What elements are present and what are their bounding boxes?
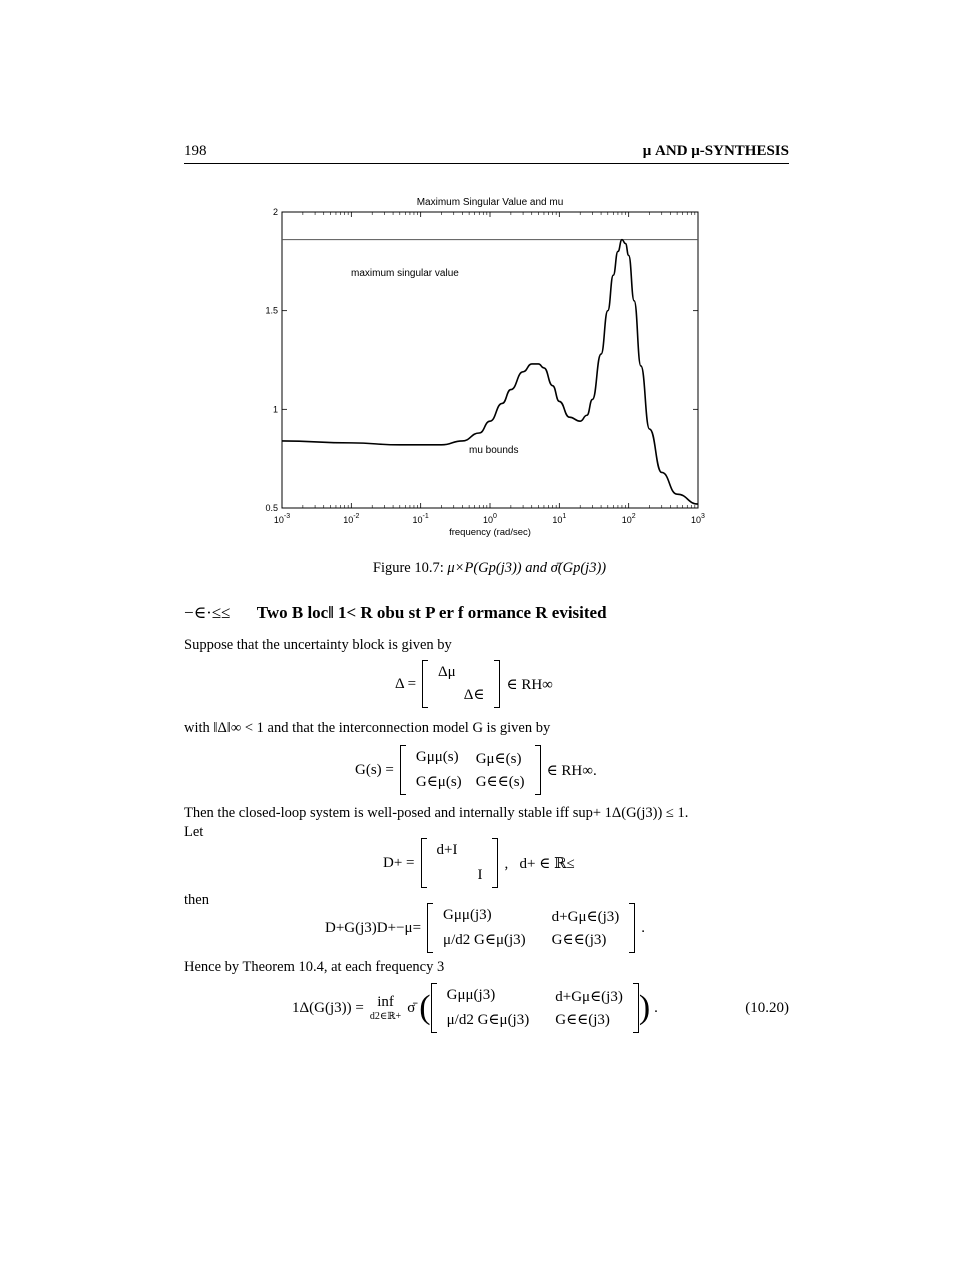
x-tick-label: $10^3$ xyxy=(691,513,705,525)
section-title: Two B loc‖ 1< R obu st P er f ormance R evisited xyxy=(256,603,607,622)
figure-caption xyxy=(0,560,979,577)
equation-g xyxy=(355,745,597,795)
equation-d xyxy=(383,838,575,888)
d-m22: I xyxy=(477,867,483,883)
x-tick-label: $10^{-2}$ xyxy=(343,513,360,525)
section-heading xyxy=(184,603,607,623)
equation-delta xyxy=(395,660,553,708)
d-matrix xyxy=(421,838,499,888)
d-lhs: D+ = xyxy=(383,854,415,871)
mu-m21: μ/d2 G∈μ(j3) xyxy=(446,1012,530,1028)
g-lhs: G(s) = xyxy=(355,761,394,778)
paragraph-6: Hence by Theorem 10.4, at each frequency 3 xyxy=(184,959,445,975)
mu-inf: inf xyxy=(377,994,394,1010)
mu-m11: Gμμ(j3) xyxy=(446,987,496,1003)
singular-value-chart xyxy=(240,190,720,540)
mu-lhs: 1Δ(G(j3)) = xyxy=(292,999,364,1016)
delta-matrix xyxy=(422,660,500,708)
x-tick-exponent: 0 xyxy=(493,513,497,520)
annotation-mu-bounds: mu bounds xyxy=(469,445,519,456)
mu-m12: d+Gμ∈(j3) xyxy=(555,989,623,1005)
paragraph-5: then xyxy=(184,892,209,908)
axes-layer xyxy=(265,207,705,525)
mu-rhs: . xyxy=(654,999,658,1016)
page-number: 198 xyxy=(184,143,207,159)
x-tick-label: $10^0$ xyxy=(483,513,497,525)
mu-inf-block xyxy=(370,994,401,1022)
series-mu-bounds xyxy=(282,240,698,504)
y-tick-label: 1 xyxy=(272,404,278,415)
x-tick-exponent: 3 xyxy=(701,513,705,520)
dg-rhs: . xyxy=(641,919,646,936)
x-axis-label: frequency (rad/sec) xyxy=(449,527,531,538)
delta-m22: Δ∈ xyxy=(463,687,485,703)
y-tick-label: 0.5 xyxy=(265,503,278,513)
x-tick-exponent: -2 xyxy=(353,513,360,520)
chart-title: Maximum Singular Value and mu xyxy=(416,197,564,208)
caption-prefix: Figure 10.7: xyxy=(372,560,444,576)
x-tick-exponent: 2 xyxy=(631,513,636,520)
plot-frame xyxy=(282,212,698,508)
mu-m22: G∈∈(j3) xyxy=(555,1012,610,1028)
equation-number: (10.20) xyxy=(745,1000,789,1016)
paragraph-2: with ‖Δ‖∞ < 1 and that the interconnection model G is given by xyxy=(184,720,551,736)
y-tick-label: 2 xyxy=(272,207,278,217)
dg-m11: Gμμ(j3) xyxy=(443,907,492,923)
paragraph-4: Let xyxy=(184,824,204,840)
mu-sigma: σ̄ xyxy=(407,999,416,1016)
x-tick-label: $10^2$ xyxy=(621,513,636,525)
x-tick-label: $10^1$ xyxy=(552,513,567,525)
mu-matrix xyxy=(431,983,639,1033)
header-rule xyxy=(184,163,789,164)
dg-lhs: D+G(j3)D+−μ= xyxy=(325,919,422,936)
g-m21: G∈μ(s) xyxy=(415,774,462,790)
equation-dgd xyxy=(325,903,645,953)
equation-mu: 1Δ(G(j3)) = inf d2∈ℝ+ σ̄ ( Gμμ(j3) d+Gμ∈(j3) μ/d2 G∈μ(j3) G∈∈(j3) ) . xyxy=(292,983,658,1033)
y-tick-label: 1.5 xyxy=(265,305,278,316)
annotation-maximum-singular-value: maximum singular value xyxy=(351,268,459,279)
series-layer xyxy=(282,240,698,504)
dg-m12: d+Gμ∈(j3) xyxy=(551,909,620,925)
g-matrix xyxy=(400,745,541,795)
x-tick-exponent: 1 xyxy=(562,513,567,520)
g-m11: Gμμ(s) xyxy=(415,749,459,765)
caption-math: μ×P(Gp(j3)) and σ̄(Gp(j3)) xyxy=(447,560,607,576)
mu-inf-sub: d2∈ℝ+ xyxy=(369,1011,402,1022)
x-tick-exponent: -3 xyxy=(283,513,291,520)
d-m11: d+I xyxy=(436,842,458,858)
d-rhs: , d+ ∈ ℝ≤ xyxy=(504,855,575,872)
g-rhs: ∈ RH∞. xyxy=(546,762,597,779)
x-tick-exponent: -1 xyxy=(422,513,429,520)
delta-rhs: ∈ RH∞ xyxy=(506,676,553,693)
paragraph-3: Then the closed-loop system is well-posed and internally stable iff sup+ 1Δ(G(j3)) ≤ 1. xyxy=(184,805,689,821)
x-tick-label: $10^{-1}$ xyxy=(412,513,429,525)
dg-matrix xyxy=(427,903,635,953)
g-m22: G∈∈(s) xyxy=(475,774,525,790)
running-title: μ AND μ-SYNTHESIS xyxy=(642,143,789,159)
delta-lhs: Δ = xyxy=(395,675,417,692)
section-number: −∈·≤≤ xyxy=(184,603,231,622)
delta-m11: Δμ xyxy=(438,664,456,680)
dg-m22: G∈∈(j3) xyxy=(551,932,607,948)
x-tick-label: $10^{-3}$ xyxy=(273,513,291,525)
g-m12: Gμ∈(s) xyxy=(475,751,522,767)
figure-plot xyxy=(240,190,720,540)
paragraph-1: Suppose that the uncertainty block is given by xyxy=(184,637,452,653)
dg-m21: μ/d2 G∈μ(j3) xyxy=(443,932,526,948)
